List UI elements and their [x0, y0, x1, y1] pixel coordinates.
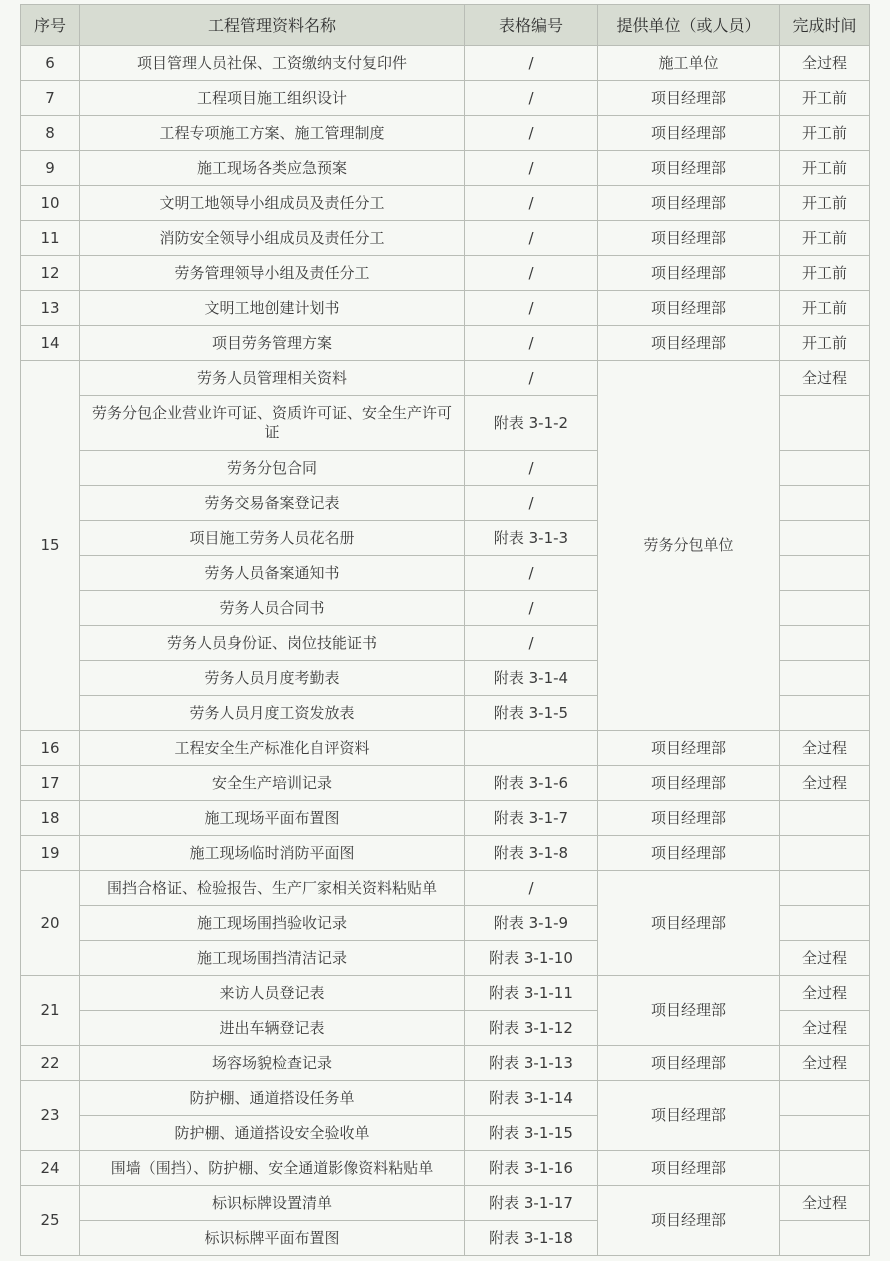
- code-cell: /: [465, 556, 598, 591]
- code-cell: /: [465, 256, 598, 291]
- unit-cell: 施工单位: [598, 46, 780, 81]
- unit-cell: 项目经理部: [598, 326, 780, 361]
- name-cell: 安全生产培训记录: [80, 766, 465, 801]
- code-cell: 附表 3-1-2: [465, 396, 598, 451]
- name-cell: 围挡合格证、检验报告、生产厂家相关资料粘贴单: [80, 871, 465, 906]
- table-row: [21, 1151, 870, 1186]
- time-cell: 开工前: [780, 221, 870, 256]
- code-cell: /: [465, 151, 598, 186]
- seq-cell: 15: [21, 361, 80, 731]
- unit-cell: 项目经理部: [598, 116, 780, 151]
- seq-cell: 9: [21, 151, 80, 186]
- records-table: [20, 4, 870, 1256]
- time-cell: [780, 801, 870, 836]
- time-cell: 全过程: [780, 361, 870, 396]
- time-cell: 开工前: [780, 291, 870, 326]
- code-cell: /: [465, 291, 598, 326]
- table-row: [21, 326, 870, 361]
- time-cell: 开工前: [780, 326, 870, 361]
- header-unit: 提供单位（或人员）: [598, 5, 780, 46]
- seq-cell: 16: [21, 731, 80, 766]
- table-header-row: [21, 5, 870, 46]
- code-cell: /: [465, 626, 598, 661]
- name-cell: 劳务人员月度工资发放表: [80, 696, 465, 731]
- time-cell: [780, 1081, 870, 1116]
- name-cell: 围墙（围挡）、防护棚、安全通道影像资料粘贴单: [80, 1151, 465, 1186]
- table-row: [21, 291, 870, 326]
- time-cell: 开工前: [780, 256, 870, 291]
- time-cell: [780, 396, 870, 451]
- name-cell: 劳务人员身份证、岗位技能证书: [80, 626, 465, 661]
- time-cell: [780, 906, 870, 941]
- seq-cell: 23: [21, 1081, 80, 1151]
- table-row: [21, 976, 870, 1011]
- seq-cell: 11: [21, 221, 80, 256]
- name-cell: 劳务交易备案登记表: [80, 486, 465, 521]
- name-cell: 工程安全生产标准化自评资料: [80, 731, 465, 766]
- table-row: [21, 81, 870, 116]
- code-cell: /: [465, 46, 598, 81]
- unit-cell: 项目经理部: [598, 871, 780, 976]
- unit-cell: 劳务分包单位: [598, 361, 780, 731]
- time-cell: [780, 556, 870, 591]
- code-cell: 附表 3-1-6: [465, 766, 598, 801]
- time-cell: 全过程: [780, 976, 870, 1011]
- time-cell: 全过程: [780, 1046, 870, 1081]
- code-cell: 附表 3-1-9: [465, 906, 598, 941]
- name-cell: 工程项目施工组织设计: [80, 81, 465, 116]
- time-cell: [780, 486, 870, 521]
- code-cell: 附表 3-1-7: [465, 801, 598, 836]
- code-cell: 附表 3-1-4: [465, 661, 598, 696]
- code-cell: 附表 3-1-11: [465, 976, 598, 1011]
- table-row: [21, 256, 870, 291]
- code-cell: /: [465, 451, 598, 486]
- code-cell: 附表 3-1-14: [465, 1081, 598, 1116]
- name-cell: 来访人员登记表: [80, 976, 465, 1011]
- name-cell: 防护棚、通道搭设任务单: [80, 1081, 465, 1116]
- code-cell: 附表 3-1-18: [465, 1221, 598, 1256]
- table-row: [21, 46, 870, 81]
- unit-cell: 项目经理部: [598, 976, 780, 1046]
- code-cell: 附表 3-1-12: [465, 1011, 598, 1046]
- table-row: [21, 1046, 870, 1081]
- unit-cell: 项目经理部: [598, 766, 780, 801]
- name-cell: 施工现场围挡清洁记录: [80, 941, 465, 976]
- seq-cell: 8: [21, 116, 80, 151]
- table-row: [21, 801, 870, 836]
- code-cell: /: [465, 221, 598, 256]
- header-code: 表格编号: [465, 5, 598, 46]
- time-cell: [780, 521, 870, 556]
- name-cell: 项目施工劳务人员花名册: [80, 521, 465, 556]
- time-cell: 全过程: [780, 1011, 870, 1046]
- table-row: [21, 151, 870, 186]
- time-cell: 全过程: [780, 766, 870, 801]
- time-cell: [780, 696, 870, 731]
- unit-cell: 项目经理部: [598, 81, 780, 116]
- seq-cell: 22: [21, 1046, 80, 1081]
- time-cell: 全过程: [780, 941, 870, 976]
- code-cell: 附表 3-1-5: [465, 696, 598, 731]
- seq-cell: 12: [21, 256, 80, 291]
- name-cell: 施工现场各类应急预案: [80, 151, 465, 186]
- name-cell: 劳务人员合同书: [80, 591, 465, 626]
- unit-cell: 项目经理部: [598, 1046, 780, 1081]
- header-seq: 序号: [21, 5, 80, 46]
- unit-cell: 项目经理部: [598, 1186, 780, 1256]
- code-cell: 附表 3-1-13: [465, 1046, 598, 1081]
- unit-cell: 项目经理部: [598, 1081, 780, 1151]
- code-cell: /: [465, 326, 598, 361]
- time-cell: 开工前: [780, 81, 870, 116]
- name-cell: 项目劳务管理方案: [80, 326, 465, 361]
- table-row: [21, 766, 870, 801]
- time-cell: [780, 451, 870, 486]
- code-cell: 附表 3-1-17: [465, 1186, 598, 1221]
- table-row: [21, 221, 870, 256]
- unit-cell: 项目经理部: [598, 256, 780, 291]
- unit-cell: 项目经理部: [598, 1151, 780, 1186]
- name-cell: 项目管理人员社保、工资缴纳支付复印件: [80, 46, 465, 81]
- unit-cell: 项目经理部: [598, 151, 780, 186]
- name-cell: 施工现场围挡验收记录: [80, 906, 465, 941]
- name-cell: 标识标牌平面布置图: [80, 1221, 465, 1256]
- time-cell: 开工前: [780, 151, 870, 186]
- time-cell: [780, 1151, 870, 1186]
- table-row: [21, 871, 870, 906]
- name-cell: 文明工地创建计划书: [80, 291, 465, 326]
- name-cell: 劳务管理领导小组及责任分工: [80, 256, 465, 291]
- time-cell: 开工前: [780, 186, 870, 221]
- seq-cell: 14: [21, 326, 80, 361]
- time-cell: [780, 591, 870, 626]
- time-cell: [780, 836, 870, 871]
- code-cell: 附表 3-1-16: [465, 1151, 598, 1186]
- name-cell: 劳务人员月度考勤表: [80, 661, 465, 696]
- seq-cell: 24: [21, 1151, 80, 1186]
- name-cell: 劳务人员管理相关资料: [80, 361, 465, 396]
- table-row: [21, 116, 870, 151]
- table-row: [21, 731, 870, 766]
- seq-cell: 7: [21, 81, 80, 116]
- name-cell: 劳务分包企业营业许可证、资质许可证、安全生产许可证: [80, 396, 465, 451]
- seq-cell: 21: [21, 976, 80, 1046]
- code-cell: /: [465, 591, 598, 626]
- name-cell: 进出车辆登记表: [80, 1011, 465, 1046]
- seq-cell: 10: [21, 186, 80, 221]
- table-row: [21, 1081, 870, 1116]
- code-cell: 附表 3-1-15: [465, 1116, 598, 1151]
- name-cell: 劳务人员备案通知书: [80, 556, 465, 591]
- seq-cell: 17: [21, 766, 80, 801]
- time-cell: 全过程: [780, 1186, 870, 1221]
- seq-cell: 19: [21, 836, 80, 871]
- code-cell: 附表 3-1-8: [465, 836, 598, 871]
- code-cell: /: [465, 871, 598, 906]
- time-cell: 全过程: [780, 731, 870, 766]
- seq-cell: 20: [21, 871, 80, 976]
- code-cell: /: [465, 81, 598, 116]
- name-cell: 防护棚、通道搭设安全验收单: [80, 1116, 465, 1151]
- seq-cell: 25: [21, 1186, 80, 1256]
- code-cell: [465, 731, 598, 766]
- name-cell: 文明工地领导小组成员及责任分工: [80, 186, 465, 221]
- seq-cell: 13: [21, 291, 80, 326]
- table-row: [21, 186, 870, 221]
- time-cell: 全过程: [780, 46, 870, 81]
- header-time: 完成时间: [780, 5, 870, 46]
- name-cell: 施工现场临时消防平面图: [80, 836, 465, 871]
- name-cell: 标识标牌设置清单: [80, 1186, 465, 1221]
- time-cell: 开工前: [780, 116, 870, 151]
- name-cell: 消防安全领导小组成员及责任分工: [80, 221, 465, 256]
- code-cell: /: [465, 186, 598, 221]
- unit-cell: 项目经理部: [598, 731, 780, 766]
- time-cell: [780, 871, 870, 906]
- table-row: [21, 836, 870, 871]
- header-name: 工程管理资料名称: [80, 5, 465, 46]
- table-row: [21, 1186, 870, 1221]
- name-cell: 工程专项施工方案、施工管理制度: [80, 116, 465, 151]
- code-cell: /: [465, 116, 598, 151]
- time-cell: [780, 1221, 870, 1256]
- seq-cell: 18: [21, 801, 80, 836]
- table-row: [21, 361, 870, 396]
- name-cell: 施工现场平面布置图: [80, 801, 465, 836]
- time-cell: [780, 1116, 870, 1151]
- unit-cell: 项目经理部: [598, 836, 780, 871]
- unit-cell: 项目经理部: [598, 221, 780, 256]
- seq-cell: 6: [21, 46, 80, 81]
- unit-cell: 项目经理部: [598, 801, 780, 836]
- code-cell: 附表 3-1-3: [465, 521, 598, 556]
- code-cell: 附表 3-1-10: [465, 941, 598, 976]
- code-cell: /: [465, 361, 598, 396]
- time-cell: [780, 626, 870, 661]
- unit-cell: 项目经理部: [598, 186, 780, 221]
- name-cell: 劳务分包合同: [80, 451, 465, 486]
- time-cell: [780, 661, 870, 696]
- unit-cell: 项目经理部: [598, 291, 780, 326]
- name-cell: 场容场貌检查记录: [80, 1046, 465, 1081]
- code-cell: /: [465, 486, 598, 521]
